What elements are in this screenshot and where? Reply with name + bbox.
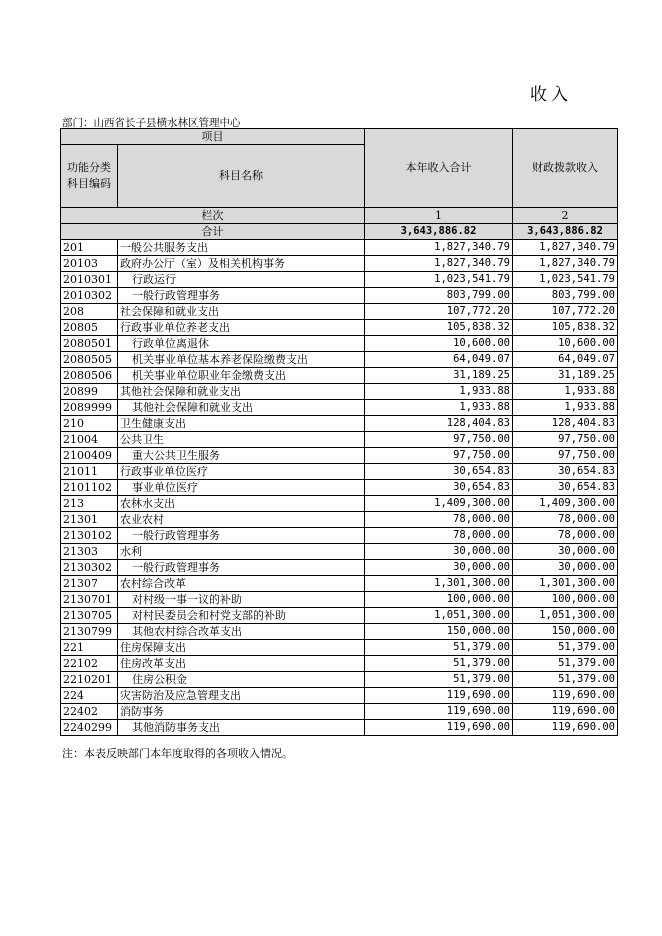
row-name: 一般行政管理事务 xyxy=(118,528,365,544)
table-row xyxy=(61,400,618,416)
row-fiscal: 1,827,340.79 xyxy=(513,240,618,256)
row-code: 22102 xyxy=(61,656,118,672)
row-code: 213 xyxy=(61,496,118,512)
row-fiscal: 30,000.00 xyxy=(513,544,618,560)
row-code: 20805 xyxy=(61,320,118,336)
sum-row xyxy=(61,224,618,240)
table-row xyxy=(61,352,618,368)
sum-total: 3,643,886.82 xyxy=(365,224,513,240)
table-row xyxy=(61,560,618,576)
row-fiscal: 78,000.00 xyxy=(513,512,618,528)
income-table xyxy=(60,128,618,736)
row-fiscal: 107,772.20 xyxy=(513,304,618,320)
row-code: 221 xyxy=(61,640,118,656)
row-fiscal: 1,933.88 xyxy=(513,384,618,400)
row-fiscal: 105,838.32 xyxy=(513,320,618,336)
row-total: 100,000.00 xyxy=(365,592,513,608)
row-name: 机关事业单位职业年金缴费支出 xyxy=(118,368,365,384)
row-name: 社会保障和就业支出 xyxy=(118,304,365,320)
row-total: 105,838.32 xyxy=(365,320,513,336)
row-name: 一般行政管理事务 xyxy=(118,288,365,304)
row-total: 30,000.00 xyxy=(365,560,513,576)
row-total: 64,049.07 xyxy=(365,352,513,368)
row-code: 21303 xyxy=(61,544,118,560)
row-fiscal: 1,051,300.00 xyxy=(513,608,618,624)
table-row xyxy=(61,640,618,656)
row-fiscal: 1,301,300.00 xyxy=(513,576,618,592)
row-name: 卫生健康支出 xyxy=(118,416,365,432)
row-code: 2240299 xyxy=(61,720,118,736)
row-fiscal: 97,750.00 xyxy=(513,448,618,464)
table-row xyxy=(61,480,618,496)
total-income-header: 本年收入合计 xyxy=(365,129,513,208)
row-code: 21011 xyxy=(61,464,118,480)
table-row xyxy=(61,688,618,704)
sum-label: 合计 xyxy=(61,224,365,240)
sum-fiscal: 3,643,886.82 xyxy=(513,224,618,240)
row-name: 住房改革支出 xyxy=(118,656,365,672)
table-row xyxy=(61,368,618,384)
row-code: 21004 xyxy=(61,432,118,448)
row-code: 2100409 xyxy=(61,448,118,464)
row-fiscal: 30,654.83 xyxy=(513,480,618,496)
row-name: 其他社会保障和就业支出 xyxy=(118,384,365,400)
row-total: 1,933.88 xyxy=(365,400,513,416)
fiscal-income-header: 财政拨款收入 xyxy=(513,129,618,208)
table-row xyxy=(61,656,618,672)
row-total: 51,379.00 xyxy=(365,640,513,656)
column-index-1: 1 xyxy=(365,208,513,224)
table-row xyxy=(61,336,618,352)
code-header: 功能分类 科目编码 xyxy=(61,145,118,208)
row-fiscal: 30,654.83 xyxy=(513,464,618,480)
row-name: 一般行政管理事务 xyxy=(118,560,365,576)
row-code: 2130302 xyxy=(61,560,118,576)
table-row xyxy=(61,240,618,256)
table-row xyxy=(61,624,618,640)
row-fiscal: 803,799.00 xyxy=(513,288,618,304)
row-name: 重大公共卫生服务 xyxy=(118,448,365,464)
row-total: 51,379.00 xyxy=(365,656,513,672)
row-name: 对村级一事一议的补助 xyxy=(118,592,365,608)
row-name: 行政运行 xyxy=(118,272,365,288)
department-label: 部门：山西省长子县横水林区管理中心 xyxy=(62,117,241,129)
row-code: 2080506 xyxy=(61,368,118,384)
row-code: 2101102 xyxy=(61,480,118,496)
row-name: 对村民委员会和村党支部的补助 xyxy=(118,608,365,624)
row-fiscal: 100,000.00 xyxy=(513,592,618,608)
row-total: 1,409,300.00 xyxy=(365,496,513,512)
row-total: 1,827,340.79 xyxy=(365,240,513,256)
column-index-2: 2 xyxy=(513,208,618,224)
row-fiscal: 97,750.00 xyxy=(513,432,618,448)
header-row-item-group xyxy=(61,129,618,145)
row-code: 201 xyxy=(61,240,118,256)
row-total: 107,772.20 xyxy=(365,304,513,320)
footnote: 注：本表反映部门本年度取得的各项收入情况。 xyxy=(62,747,293,760)
table-row xyxy=(61,384,618,400)
table-row xyxy=(61,528,618,544)
row-code: 2089999 xyxy=(61,400,118,416)
row-code: 21301 xyxy=(61,512,118,528)
row-code: 2080501 xyxy=(61,336,118,352)
row-total: 1,051,300.00 xyxy=(365,608,513,624)
row-fiscal: 31,189.25 xyxy=(513,368,618,384)
row-fiscal: 78,000.00 xyxy=(513,528,618,544)
row-name: 消防事务 xyxy=(118,704,365,720)
row-code: 224 xyxy=(61,688,118,704)
row-total: 803,799.00 xyxy=(365,288,513,304)
row-name: 机关事业单位基本养老保险缴费支出 xyxy=(118,352,365,368)
row-total: 1,933.88 xyxy=(365,384,513,400)
row-name: 行政事业单位医疗 xyxy=(118,464,365,480)
row-name: 农林水支出 xyxy=(118,496,365,512)
table-row xyxy=(61,464,618,480)
row-code: 2130705 xyxy=(61,608,118,624)
table-row xyxy=(61,512,618,528)
table-row xyxy=(61,272,618,288)
row-fiscal: 119,690.00 xyxy=(513,720,618,736)
table-row xyxy=(61,304,618,320)
column-index-label: 栏次 xyxy=(61,208,365,224)
table-row xyxy=(61,576,618,592)
row-total: 1,301,300.00 xyxy=(365,576,513,592)
row-name: 农村综合改革 xyxy=(118,576,365,592)
row-total: 97,750.00 xyxy=(365,432,513,448)
table-row xyxy=(61,704,618,720)
row-name: 一般公共服务支出 xyxy=(118,240,365,256)
row-fiscal: 51,379.00 xyxy=(513,672,618,688)
row-code: 2130102 xyxy=(61,528,118,544)
row-fiscal: 51,379.00 xyxy=(513,640,618,656)
table-row xyxy=(61,608,618,624)
row-name: 水利 xyxy=(118,544,365,560)
row-fiscal: 51,379.00 xyxy=(513,656,618,672)
row-name: 灾害防治及应急管理支出 xyxy=(118,688,365,704)
row-name: 其他社会保障和就业支出 xyxy=(118,400,365,416)
row-name: 政府办公厅（室）及相关机构事务 xyxy=(118,256,365,272)
row-code: 2010302 xyxy=(61,288,118,304)
row-name: 住房保障支出 xyxy=(118,640,365,656)
row-name: 住房公积金 xyxy=(118,672,365,688)
row-total: 150,000.00 xyxy=(365,624,513,640)
name-header: 科目名称 xyxy=(118,145,365,208)
row-total: 119,690.00 xyxy=(365,704,513,720)
row-code: 2130701 xyxy=(61,592,118,608)
row-fiscal: 1,409,300.00 xyxy=(513,496,618,512)
row-name: 行政单位离退休 xyxy=(118,336,365,352)
row-code: 21307 xyxy=(61,576,118,592)
row-fiscal: 1,023,541.79 xyxy=(513,272,618,288)
row-fiscal: 128,404.83 xyxy=(513,416,618,432)
row-total: 119,690.00 xyxy=(365,688,513,704)
table-row xyxy=(61,672,618,688)
row-fiscal: 64,049.07 xyxy=(513,352,618,368)
row-fiscal: 1,827,340.79 xyxy=(513,256,618,272)
table-row xyxy=(61,288,618,304)
row-total: 97,750.00 xyxy=(365,448,513,464)
table-row xyxy=(61,720,618,736)
row-name: 其他农村综合改革支出 xyxy=(118,624,365,640)
row-code: 2010301 xyxy=(61,272,118,288)
row-total: 31,189.25 xyxy=(365,368,513,384)
row-total: 51,379.00 xyxy=(365,672,513,688)
row-code: 208 xyxy=(61,304,118,320)
row-total: 78,000.00 xyxy=(365,528,513,544)
row-code: 20899 xyxy=(61,384,118,400)
table-row xyxy=(61,432,618,448)
row-total: 10,600.00 xyxy=(365,336,513,352)
table-row xyxy=(61,496,618,512)
table-row xyxy=(61,592,618,608)
row-code: 22402 xyxy=(61,704,118,720)
table-row xyxy=(61,256,618,272)
row-fiscal: 30,000.00 xyxy=(513,560,618,576)
row-fiscal: 10,600.00 xyxy=(513,336,618,352)
row-name: 其他消防事务支出 xyxy=(118,720,365,736)
table-row xyxy=(61,448,618,464)
row-name: 农业农村 xyxy=(118,512,365,528)
report-title: 收入 xyxy=(530,85,572,105)
row-name: 公共卫生 xyxy=(118,432,365,448)
column-index-row xyxy=(61,208,618,224)
row-total: 1,827,340.79 xyxy=(365,256,513,272)
row-fiscal: 119,690.00 xyxy=(513,688,618,704)
row-code: 2080505 xyxy=(61,352,118,368)
row-fiscal: 1,933.88 xyxy=(513,400,618,416)
row-fiscal: 150,000.00 xyxy=(513,624,618,640)
row-total: 30,000.00 xyxy=(365,544,513,560)
row-code: 2210201 xyxy=(61,672,118,688)
row-total: 78,000.00 xyxy=(365,512,513,528)
row-name: 行政事业单位养老支出 xyxy=(118,320,365,336)
row-code: 2130799 xyxy=(61,624,118,640)
row-total: 30,654.83 xyxy=(365,480,513,496)
item-group-header: 项目 xyxy=(61,129,365,145)
row-total: 1,023,541.79 xyxy=(365,272,513,288)
row-code: 20103 xyxy=(61,256,118,272)
row-total: 30,654.83 xyxy=(365,464,513,480)
table-row xyxy=(61,320,618,336)
row-name: 事业单位医疗 xyxy=(118,480,365,496)
row-fiscal: 119,690.00 xyxy=(513,704,618,720)
row-total: 119,690.00 xyxy=(365,720,513,736)
row-code: 210 xyxy=(61,416,118,432)
table-row xyxy=(61,544,618,560)
table-row xyxy=(61,416,618,432)
row-total: 128,404.83 xyxy=(365,416,513,432)
